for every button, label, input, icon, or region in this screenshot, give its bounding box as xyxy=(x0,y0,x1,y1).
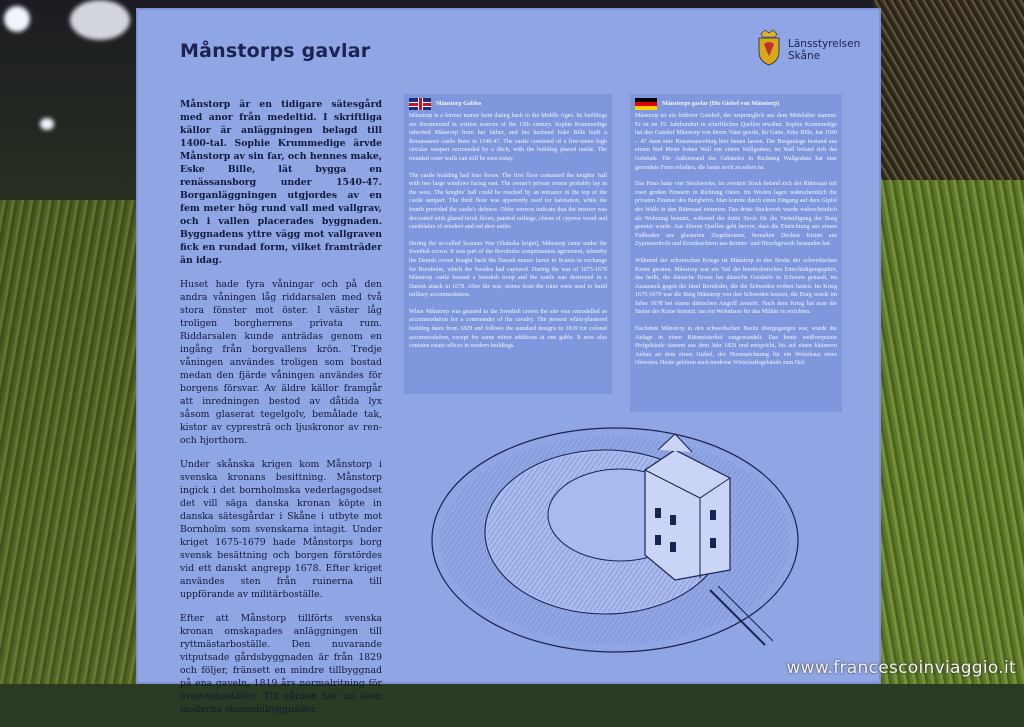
authority-name xyxy=(788,38,860,62)
castle-moat-illustration xyxy=(430,420,810,675)
german-flag-icon xyxy=(635,98,657,110)
german-heading-row xyxy=(635,98,837,110)
authority-line-1: Länsstyrelsen xyxy=(788,38,861,50)
german-paragraph: Das Haus hatte vier Stockwerke, im zweiten Stock befand sich der Rittersaal mit zwei großen Fenstern in Richtung Osten. Im Westen lagen wahrscheinlich die privaten Zimmer des Burgherrn. Man konnte durch einen Eingang auf dem Gipfel des Walls in den Rittersaal eintreten. Das dritte Stockwerk wurde wahrscheinlich als Wohnung benutzt, während der dritte Stock für die Verteidigung der Burg genutzt wurde. Aus älteren Quellen geht hervor, dass die Einrichtung aus einem Fußboden aus glasierten Ziegelsteinen, bemalten Decken Kisten aus Zypressenholz und Kronleuchtern aus Rentier- und Hirschgeweih bestanden hat. xyxy=(635,181,837,248)
background-reeds xyxy=(874,0,1024,200)
sign-title: Månstorps gavlar xyxy=(180,40,371,62)
english-paragraph: Månstorp is a former manor farm dating back to the Middle Ages. Its buildings are documented in written sources of the 15th century. Sophie Krummedige inherited Månstorp from her father, and her husband Eske Bille built a Renaissance castle there in 1540-47. The castle consisted of a five-metre high circular rampart surrounded by a ditch, with the building placed inside. The rounded outer walls can still be seen today. xyxy=(409,113,607,162)
uk-flag-icon xyxy=(409,98,431,110)
county-coat-of-arms-icon xyxy=(756,28,782,66)
background-grass-left xyxy=(0,200,140,684)
english-text-column xyxy=(404,94,612,394)
english-heading-row xyxy=(409,98,607,110)
background-grass-right xyxy=(874,180,1024,684)
english-paragraph: During the so-called Scanian War (Skånska kriget), Månstorp came under the Swedish crown. It was part of the Bornholm compensation agreement, whereby the Danish crown bought back the Danish manor farms in Scania in exchange for Bornholm, which the Swedes had captured. During the war of 1675-1679 Månstorp castle housed a Swedish troop and the castle was destroyed in a Danish attack in 1678. After the war, stones from the ruins were used to build military accommodation. xyxy=(409,240,607,299)
photographer-watermark: www.francescoinviaggio.it xyxy=(786,658,1016,678)
german-text-column xyxy=(630,94,842,412)
authority-line-2: Skåne xyxy=(788,50,821,62)
german-heading: Månstorps gavlar (Die Giebel von Månstorp) xyxy=(662,100,780,107)
swedish-paragraph: Månstorp är en tidigare sätesgård med anor från medeltid. I skriftliga källor är anläggningen belagd till 1400-tal. Sophie Krummedige ärvde Månstorp av sin far, och hennes make, Eske Bille, lät bygga en renässansborg under 1540-47. Borganläggningen utgjordes av en fem meter hög rund vall med vallgrav, och i vallen placerades byggnaden. Byggnadens yttre vägg mot vallgraven fick en rundad form, vilket framträder än idag. xyxy=(180,99,382,266)
swedish-text-column xyxy=(180,98,382,727)
english-paragraph: The castle building had four floors. The first floor contained the knights' hall with two large windows facing east. The owner's private rooms probably lay in the west. The knights' hall could be reached by an entrance in the top of the castle rampart. The third floor was apparently used for habitation, while the fourth provided the castle's defence. Older sources indicate that the interior was decorated with glazed brick floors, painted ceilings, chests of cypress wood and candelabra of reindeer and red deer antler. xyxy=(409,172,607,231)
english-heading: Månstorp Gables xyxy=(436,100,482,107)
english-paragraph: When Månstorp was granted to the Swedish crown the site was remodelled as accommodation for a commander of the cavalry. The present white-plastered building dates from 1829 and follows the standard designs in 1819 for colonel accommodation, except for some minor additions at one gable. It now also contains estate offices in modern buildings. xyxy=(409,308,607,350)
swedish-paragraph: Efter att Månstorp tillförts svenska kronan omskapades anläggningen till ryttmästarboställe. Den nuvarande vitputsade gårdsbyggnaden är från 1829 och följer, fränsett en mindre tillbyggnad på ena gaveln, 1819 års normalritning för överstebostället. Till gården hör nu även moderna ekonomibyggnader. xyxy=(180,613,382,715)
swedish-paragraph: Under skånska krigen kom Månstorp i svenska kronans besittning. Månstorp ingick i det bornholmska vederlagsgodset det vill säga danska kronan köpte in danska sätesgårdar i Skåne i utbyte mot Bornholm som svenskarna intagit. Under kriget 1675-1679 hade Månstorps borg svensk besättning och borgen förstördes vid ett danskt angrepp 1678. Efter kriget användes sten från ruinerna till uppförande av militärboställe. xyxy=(180,459,382,600)
german-paragraph: Månstorp ist ein früherer Gutshof, der ursprünglich aus dem Mittelalter stammt. Er ist im 15. Jahrhundert in schriftlichen Quellen erwähnt. Sophie Krummedige hat den Gutshof Månstorp von ihrem Vater geerbt, ihr Gatte, Eske Bille, hat 1540 – 47 dann eine Renaissanceburg hier bauen lassen. Die Burganlage bestand aus einem fünf Meter hohen Wall mit einem Wallgraben, im Wall befand sich das Gebäude. Die Außenwand des Gebäudes in Richtung Wallgraben hat eine gerundete Form erhalten, die heute noch zu sehen ist. xyxy=(635,113,837,171)
swedish-paragraph: Huset hade fyra våningar och på den andra våningen låg riddarsalen med två stora fönster mot öster. I väster låg troligen borgherrens privata rum. Riddarsalen kunde anträdas genom en ingång från borgvallens krön. Tredje våningen användes troligen som bostad medan den fjärde våningen användes för borgens försvar. Av äldre källor framgår att inredningen bestod av dåtida lyx såsom glaserat tegelgolv, bemålade tak, kistor av cypresträ och ljuskronor av ren- och hjorthorn. xyxy=(180,279,382,446)
light-reflection xyxy=(4,6,30,32)
information-sign xyxy=(136,8,881,715)
german-paragraph: Während der schonischen Kriege ist Månstorp in den Besitz der schwedischen Krone geraten. Månstorp war ein Teil der bornholmischen Entschädigungsgüter, das heißt, die dänische Krone hat dänische Gutshöfe in Schonen gekauft, im Austausch gegen die Insel Bornholm, die die Schweden erobert hatten. Im Krieg 1675-1679 war die Burg Månstorp von den Schweden besetzt, die Burg wurde im Jahre 1678 bei einem dänischen Angriff zerstört. Nach dem Krieg hat man die Steine der Ruine benutzt, um ein Wohnhaus für das Militär zu errichten. xyxy=(635,257,837,316)
german-paragraph: Nachdem Månstorp in den schwedischen Besitz übergegangen war, wurde die Anlage in einen Rittmeisterhof umgewandelt. Das heute weißverputzte Hofgebäude stammt aus dem Jahr 1829 und entspricht, bis auf einen kleineren Anbau an dem einen Giebel, der Normzeichnung für ein Wohnhaus eines Obersten. Heute gehören auch moderne Wirtschaftsgebäude zum Hof. xyxy=(635,326,837,367)
light-reflection xyxy=(70,0,130,40)
light-reflection xyxy=(40,118,54,130)
